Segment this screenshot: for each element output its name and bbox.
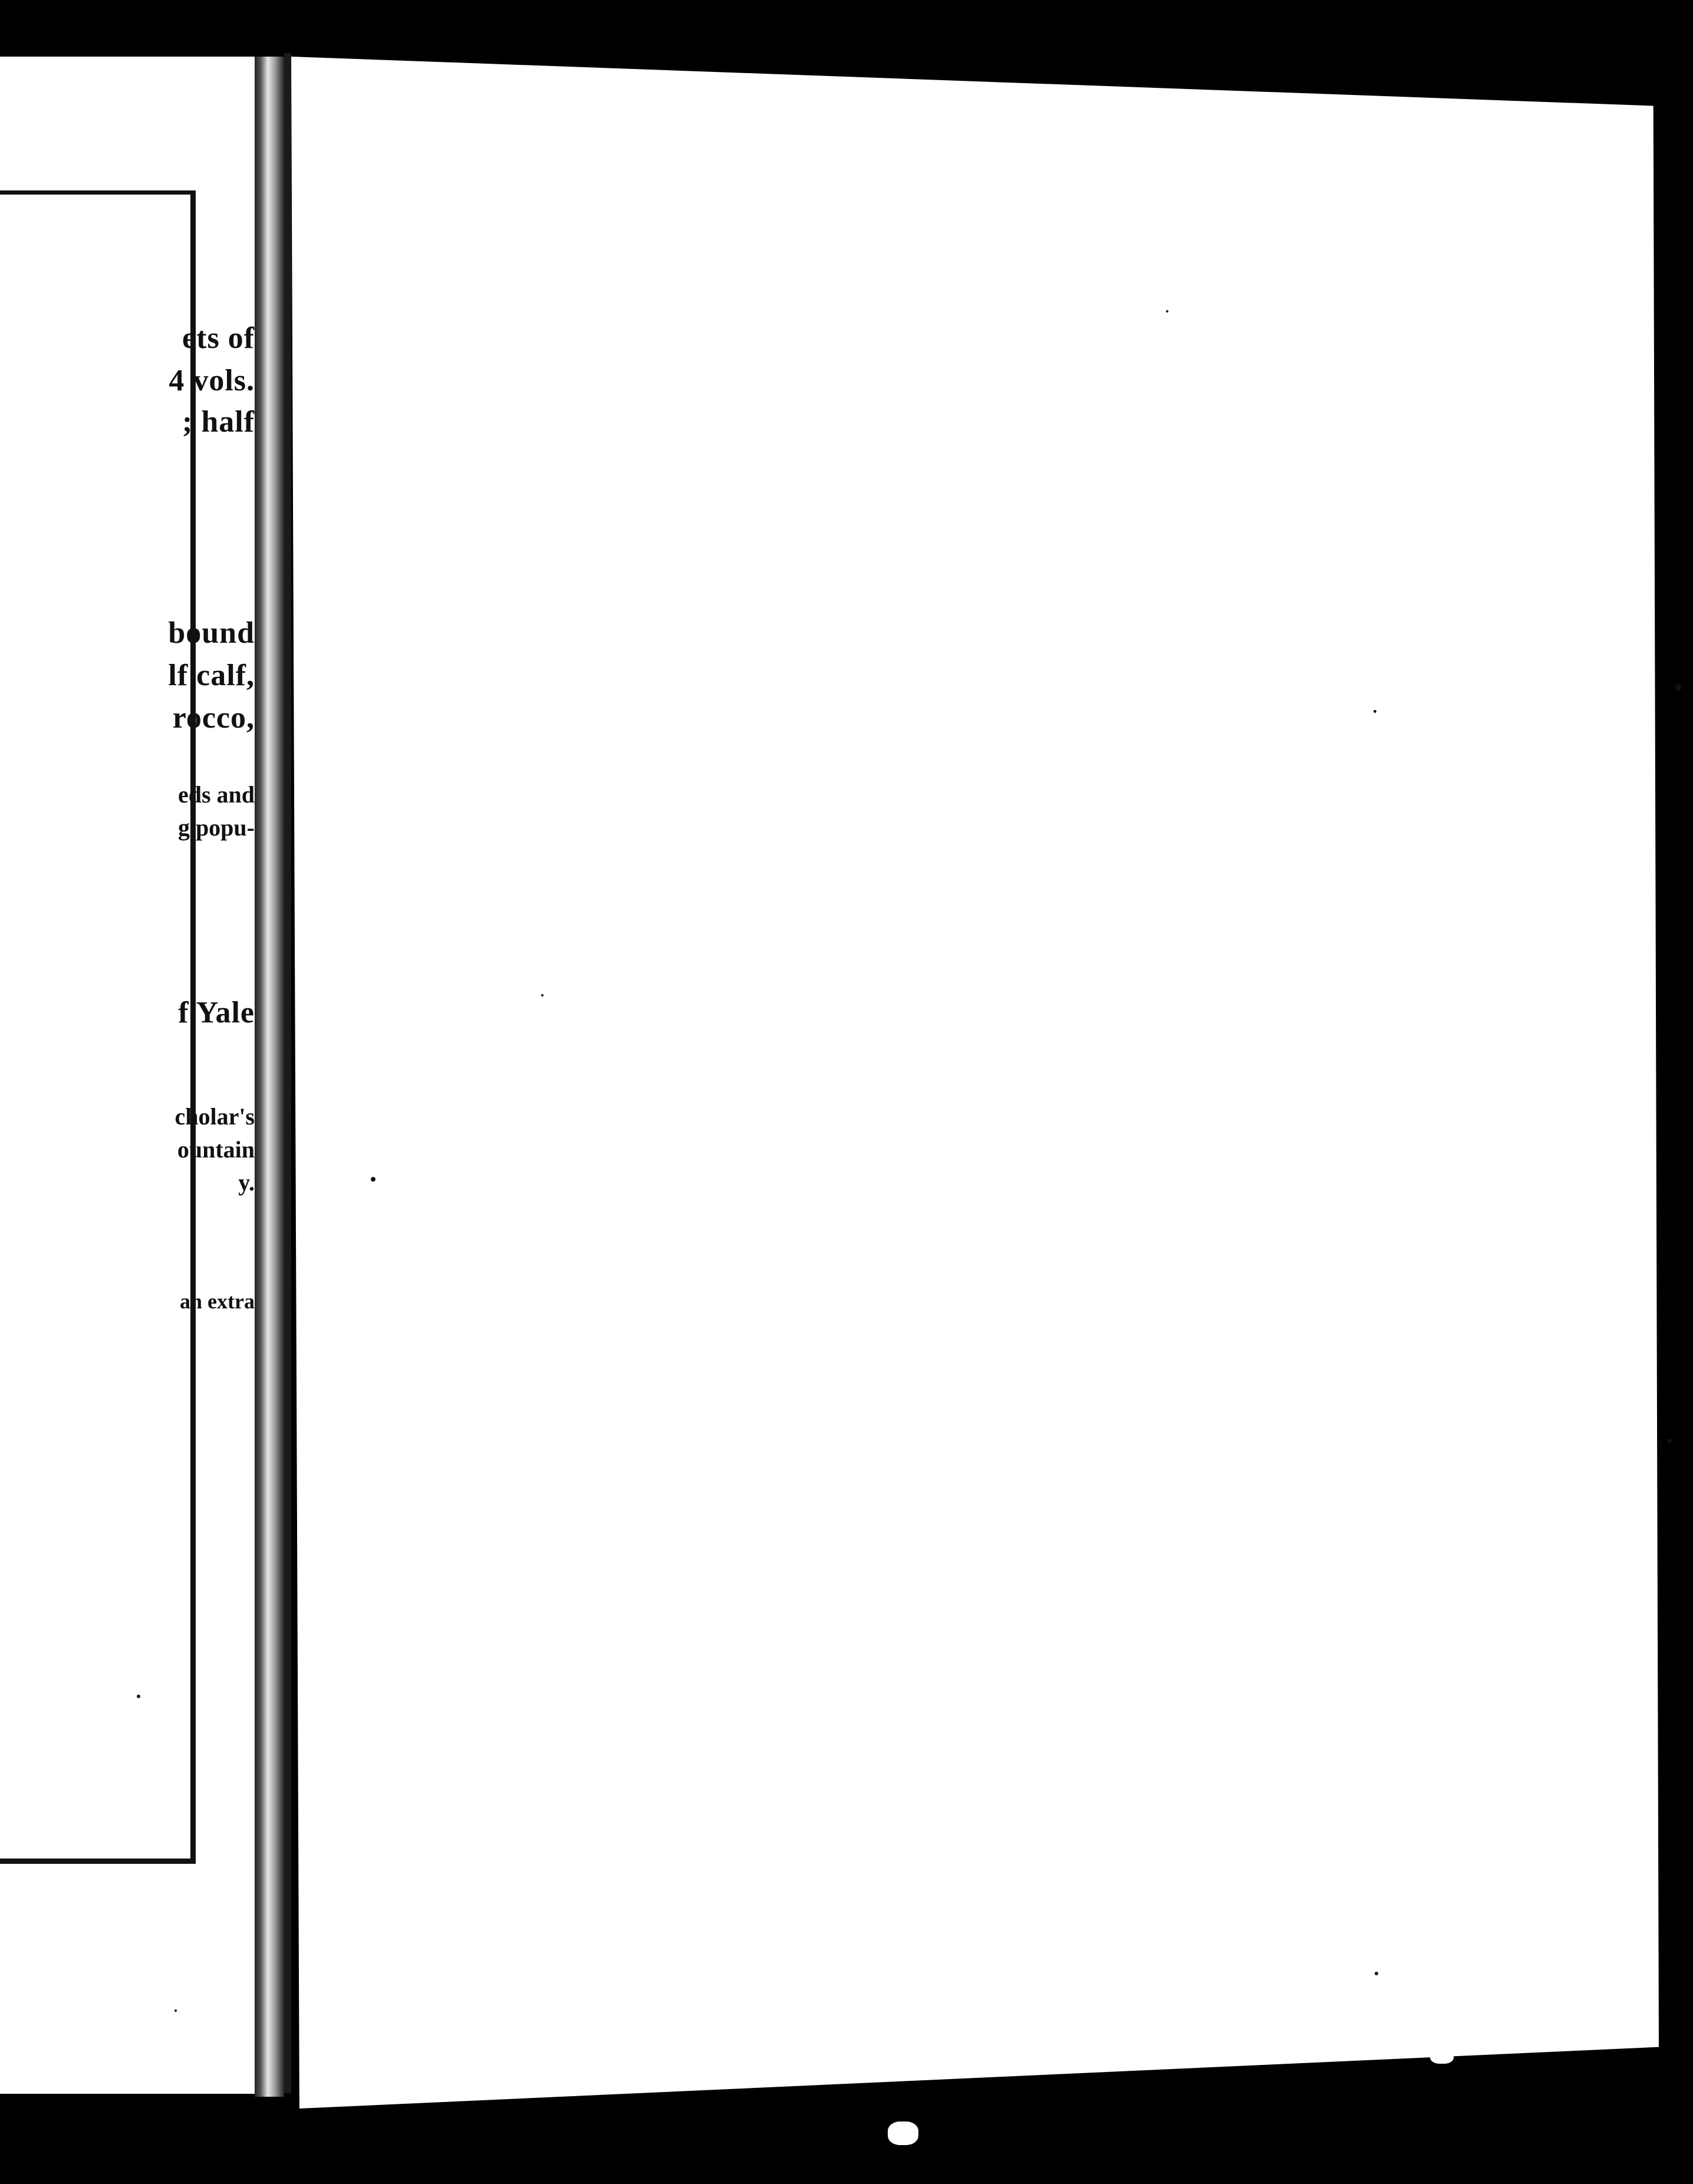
text-fragment: ountain — [177, 1136, 255, 1163]
text-fragment: cholar's — [174, 1103, 255, 1130]
text-fragment: ets of — [182, 321, 255, 355]
ink-speck — [541, 994, 544, 996]
ink-speck — [1667, 1439, 1672, 1443]
text-fragment: ; half — [182, 405, 255, 439]
text-fragment: g popu- — [177, 814, 255, 841]
text-fragment: eds and — [177, 781, 255, 808]
right-page-blank — [291, 57, 1659, 2109]
text-fragment: f Yale — [178, 996, 255, 1029]
ink-speck — [371, 1177, 376, 1182]
paper-fleck — [888, 2121, 918, 2145]
ink-speck — [137, 1695, 140, 1698]
text-fragment: an extra — [180, 1290, 255, 1313]
ink-speck — [1373, 710, 1376, 713]
page-edge-shadow — [284, 53, 291, 2093]
book-spine — [255, 57, 284, 2097]
text-fragment: rocco, — [172, 701, 255, 735]
ink-speck — [1375, 1972, 1378, 1975]
paper-fleck — [1430, 2048, 1454, 2064]
text-fragment: 4 vols. — [169, 364, 255, 397]
text-fragment: bound — [168, 616, 255, 650]
text-fragment: lf calf, — [168, 659, 255, 692]
left-page — [0, 57, 255, 2094]
ink-speck — [1166, 310, 1168, 313]
ink-speck — [174, 2009, 177, 2012]
text-fragment: y. — [238, 1169, 255, 1196]
ink-speck — [1675, 684, 1681, 691]
